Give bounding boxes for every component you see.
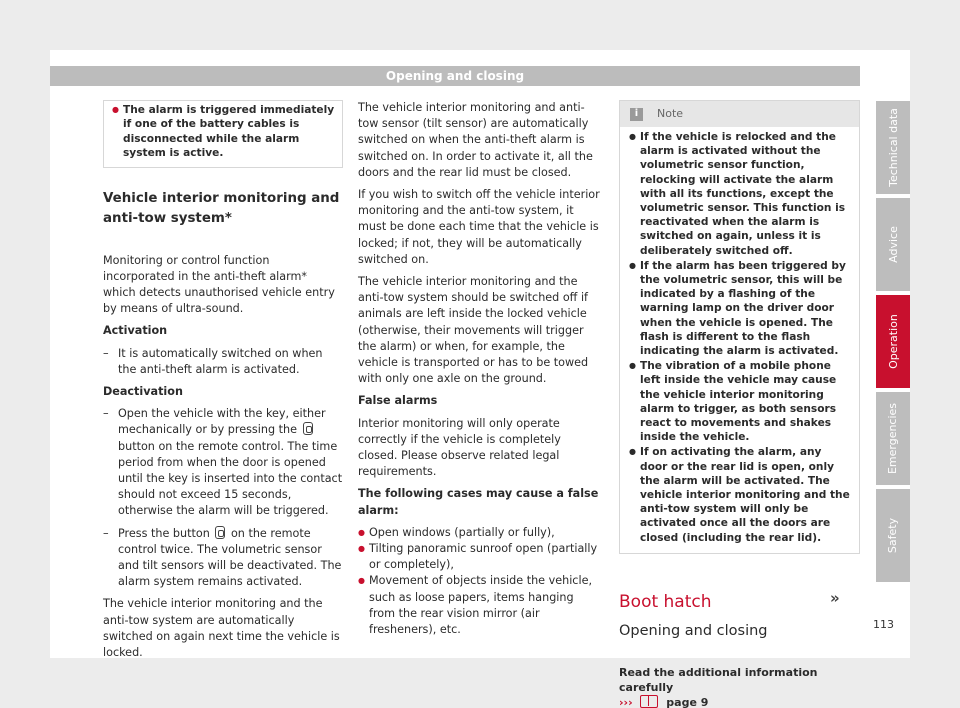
tab-label: Safety [886, 517, 900, 554]
tab-technical-data[interactable] [876, 101, 910, 194]
note-item: ● The vibration of a mobile phone left inside the vehicle may cause the vehicle interior monitoring alarm to trigger, as both sensors react to movements and shakes inside the vehicle. [629, 359, 852, 444]
warning-text: ● The alarm is triggered immediately if one of the battery cables is disconnected while the alarm system is active. [112, 103, 335, 161]
activation-item: – It is automatically switched on when the anti-theft alarm is activated. [103, 346, 343, 378]
note-item: ● If on activating the alarm, any door or the rear lid is open, only the alarm will be activated. The vehicle interior monitoring and the anti-tow system will only be activated once all the doors are closed (including the rear lid). [629, 445, 852, 544]
reference-arrows: ››› [619, 695, 633, 708]
case-item: ● Open windows (partially or fully), [358, 525, 603, 541]
continue-mark: » [830, 589, 840, 607]
page-header: Opening and closing [50, 66, 860, 86]
unlock-key-icon [303, 422, 313, 435]
deactivation-item-2-end: on the remote control twice. The volumetric sensor and tilt sensors will be deactivated. The alarm system remains activated. [118, 526, 342, 589]
deactivation-label: Deactivation [103, 385, 183, 399]
info-icon: i [630, 108, 643, 121]
lock-key-icon [215, 526, 225, 539]
tab-emergencies[interactable] [876, 392, 910, 485]
tab-operation[interactable] [876, 295, 910, 388]
column-left [103, 100, 343, 667]
chapter-subtitle: Opening and closing [619, 622, 768, 639]
paragraph-1: The vehicle interior monitoring and anti-tow sensor (tilt sensor) are automatically switched on when the anti-theft alarm is switched on. In order to activate it, all the doors and the rear lid must be closed. [358, 101, 593, 179]
note-title: Note [657, 106, 684, 120]
closing-paragraph: The vehicle interior monitoring and the anti-tow system are automatically switched on again next time the vehicle is locked. [103, 597, 340, 660]
activation-label: Activation [103, 324, 168, 338]
deactivation-item-2 [103, 526, 343, 591]
note-item: ● If the alarm has been triggered by the volumetric sensor, this will be indicated by a flashing of the warning lamp on the driver door when the vehicle is opened. The flash is different to the flash indicating the alarm is activated. [629, 259, 852, 358]
tab-label: Advice [886, 226, 900, 263]
case-item: ● Tilting panoramic sunroof open (partially or completely), [358, 541, 603, 573]
tab-advice[interactable] [876, 198, 910, 291]
warning-box [103, 100, 343, 168]
column-middle [358, 100, 603, 638]
book-icon [640, 695, 658, 708]
column-right [619, 100, 860, 708]
deactivation-item-1-end: button on the remote control. The time period from when the door is opened until the key is inserted into the contact should not exceed 15 seconds, otherwise the alarm will be triggered. [118, 439, 343, 518]
note-box [619, 100, 860, 554]
intro-paragraph: Monitoring or control function incorporated in the anti-theft alarm* which detects unauthorised vehicle entry by means of ultra-sound. [103, 253, 335, 316]
false-alarms-label: False alarms [358, 394, 438, 408]
chapter-title: Boot hatch [619, 591, 712, 612]
read-more [619, 665, 860, 708]
paragraph-3: The vehicle interior monitoring and the anti-tow system should be switched off if animals are left inside the locked vehicle (otherwise, their movements will trigger the alarm) or when, for example, the vehicle is transported or has to be towed with only one axle on the ground. [358, 275, 589, 386]
tab-label: Technical data [886, 108, 900, 187]
tab-label: Operation [886, 314, 900, 369]
tab-safety[interactable] [876, 489, 910, 582]
note-header [620, 101, 859, 127]
case-item: ● Movement of objects inside the vehicle, such as loose papers, items hanging from the rear vision mirror (air fresheners), etc. [358, 573, 603, 638]
section-title: Vehicle interior monitoring and anti-tow system* [103, 190, 340, 226]
cases-label: The following cases may cause a false alarm: [358, 487, 599, 517]
paragraph-2: If you wish to switch off the vehicle interior monitoring and the anti-tow system, it must be done each time that the vehicle is locked; if not, they will be automatically switched on. [358, 188, 600, 266]
deactivation-item-1-start: Open the vehicle with the key, either mechanically or by pressing the [118, 407, 326, 437]
page-number: 113 [873, 618, 894, 631]
read-more-text: Read the additional information carefully [619, 665, 818, 694]
deactivation-item-1 [103, 406, 343, 519]
deactivation-item-2-start: Press the button [118, 526, 210, 540]
note-body [620, 127, 859, 553]
page-reference-text[interactable]: page 9 [666, 695, 709, 708]
page-reference[interactable] [619, 695, 860, 708]
note-item: ● If the vehicle is relocked and the alarm is activated without the volumetric sensor function, relocking will activate the alarm with all its functions, except the volumetric sensor. This function is reactivated when the alarm is switched on again, unless it is deliberately switched off. [629, 130, 852, 258]
paragraph-4: Interior monitoring will only operate correctly if the vehicle is completely closed. Please observe related legal requirements. [358, 416, 561, 479]
tab-label: Emergencies [886, 402, 900, 475]
